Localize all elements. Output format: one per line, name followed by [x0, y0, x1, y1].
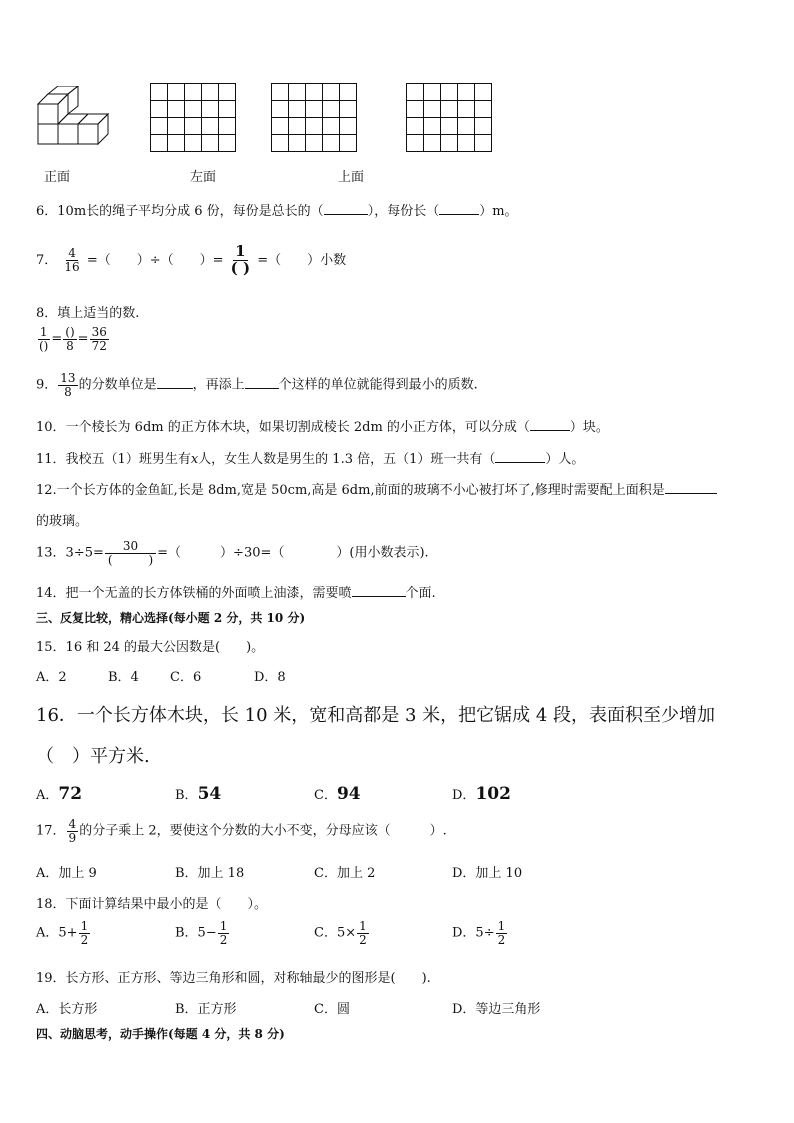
left-view-grid	[150, 83, 236, 152]
question-8-fractions: $\frac{1}{()}$ = $\frac{()}{8}$ = $\frac{36}{72}$	[39, 325, 107, 353]
option-d[interactable]: D．8	[254, 670, 286, 685]
option-d[interactable]: D．加上 10	[452, 866, 523, 881]
answer-blank[interactable]	[157, 376, 193, 389]
option-c[interactable]: C．加上 2	[314, 866, 376, 881]
fraction: $\frac{4}{16}$	[64, 246, 80, 274]
question-17: 17． $\frac{4}{9}$ 的分子乘上 2，要使这个分数的大小不变，分母应该（ ）.	[36, 817, 447, 845]
option-c[interactable]: C．5× $\frac{1}{2}$	[314, 919, 367, 947]
option-b[interactable]: B．加上 18	[175, 866, 245, 881]
fraction: $\frac{1}{( )}$	[230, 242, 251, 277]
question-8-title: 8．填上适当的数.	[36, 306, 140, 321]
label-front: 正面	[44, 170, 71, 185]
option-c[interactable]: C．圆	[314, 1002, 350, 1017]
section-3-heading: 三、反复比较，精心选择(每小题 2 分，共 10 分)	[36, 611, 306, 625]
answer-blank[interactable]	[352, 584, 406, 597]
option-a[interactable]: A．加上 9	[36, 866, 97, 881]
question-18: 18．下面计算结果中最小的是（ ）。	[36, 897, 268, 912]
question-15: 15．16 和 24 的最大公因数是( )。	[36, 640, 265, 655]
question-7: 7． $\frac{4}{16}$ =（ ）÷（ ）= $\frac{1}{( )}$ =（ ）小数	[36, 242, 347, 277]
option-d[interactable]: D．102	[452, 784, 511, 804]
option-b[interactable]: B．54	[175, 784, 222, 804]
answer-blank[interactable]	[245, 376, 279, 389]
question-6: 6．10m长的绳子平均分成 6 份，每份是总长的（ ），每份长（ ）m。	[36, 204, 518, 219]
question-10: 10．一个棱长为 6dm 的正方体木块，如果切割成棱长 2dm 的小正方体，可以分成（ ）块。	[36, 420, 609, 435]
section-4-heading: 四、动脑思考，动手操作(每题 4 分，共 8 分)	[36, 1027, 285, 1041]
answer-blank[interactable]	[665, 481, 717, 494]
question-16-line2: （ ）平方米.	[36, 746, 150, 767]
question-11: 11．我校五（1）班男生有x人，女生人数是男生的 1.3 倍，五（1）班一共有（ ）人。	[36, 452, 585, 467]
answer-blank[interactable]	[530, 418, 570, 431]
answer-grid	[406, 83, 492, 152]
label-left: 左面	[190, 170, 217, 185]
cube-stack-figure	[36, 86, 118, 148]
question-12-line1: 12.一个长方体的金鱼缸,长是 8dm,宽是 50cm,高是 6dm,前面的玻璃不小心被打坏了,修理时需要配上面积是	[36, 479, 717, 498]
question-16-line1: 16．一个长方体木块，长 10 米，宽和高都是 3 米，把它锯成 4 段，表面积至少增加	[36, 705, 716, 726]
option-b[interactable]: B．5− $\frac{1}{2}$	[175, 919, 228, 947]
label-top: 上面	[338, 170, 365, 185]
answer-blank[interactable]	[439, 202, 479, 215]
answer-blank[interactable]	[495, 450, 545, 463]
option-c[interactable]: C．94	[314, 784, 361, 804]
question-9: 9． $\frac{13}{8}$ 的分数单位是 ，再添上 个这样的单位就能得到最小的质数.	[36, 371, 478, 399]
question-14: 14．把一个无盖的长方体铁桶的外面喷上油漆，需要喷 个面.	[36, 586, 436, 601]
answer-blank[interactable]	[324, 202, 368, 215]
top-view-grid	[271, 83, 357, 152]
option-a[interactable]: A．2	[36, 670, 67, 685]
option-a[interactable]: A．长方形	[36, 1002, 98, 1017]
option-d[interactable]: D．等边三角形	[452, 1002, 541, 1017]
option-a[interactable]: A．72	[36, 784, 83, 804]
option-b[interactable]: B．4	[108, 670, 139, 685]
question-12-line2: 的玻璃。	[36, 514, 89, 529]
question-13: 13．3÷5= $\frac{30}{( )}$ =（ ）÷30=（ ）(用小数表示).	[36, 539, 429, 567]
option-d[interactable]: D．5÷ $\frac{1}{2}$	[452, 919, 506, 947]
question-19: 19．长方形、正方形、等边三角形和圆，对称轴最少的图形是( ).	[36, 971, 431, 986]
option-c[interactable]: C．6	[170, 670, 202, 685]
option-b[interactable]: B．正方形	[175, 1002, 237, 1017]
option-a[interactable]: A．5+ $\frac{1}{2}$	[36, 919, 89, 947]
